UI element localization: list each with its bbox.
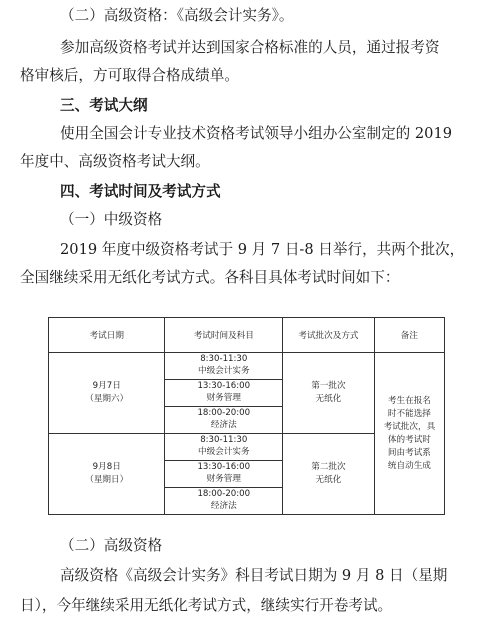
slot-time: 8:30-11:30	[200, 354, 248, 364]
remark-line: 考生在报名	[387, 395, 431, 406]
slot-cell	[165, 488, 283, 515]
subsection-heading-intermediate: （一）中级资格	[60, 211, 163, 228]
subsection-heading-advanced: （二）高级资格	[60, 537, 163, 554]
slot-subject: 财务管理	[206, 474, 241, 484]
header-exam-date: 考试日期	[49, 318, 165, 353]
weekday-text: （星期日）	[85, 475, 129, 485]
remark-line: 统自动生成	[387, 460, 431, 471]
slot-subject: 经济法	[210, 420, 237, 430]
slot-subject: 经济法	[210, 501, 237, 511]
remark-line: 考试批次，具	[383, 421, 436, 432]
section-heading-exam-time: 四、考试时间及考试方式	[60, 183, 221, 200]
paragraph-line: 年度中、高级资格考试大纲。	[20, 153, 210, 170]
slot-time: 18:00-20:00	[197, 489, 251, 499]
weekday-text: （星期六）	[85, 394, 129, 404]
batch-text: 第二批次	[311, 462, 346, 472]
slot-subject: 中级会计实务	[197, 447, 250, 457]
remark-line: 间由考试系	[387, 447, 431, 458]
header-remarks: 备注	[374, 318, 444, 353]
date-cell-day2	[49, 434, 165, 515]
slot-time: 13:30-16:00	[197, 462, 251, 472]
slot-cell	[165, 380, 283, 407]
remark-line: 时不能选择	[387, 408, 431, 419]
exam-schedule-table	[48, 317, 445, 515]
remark-line: 体的考试时	[387, 434, 431, 445]
batch-cell-day2	[283, 434, 375, 515]
slot-time: 8:30-11:30	[200, 435, 248, 445]
slot-cell	[165, 407, 283, 434]
paragraph-line: 2019 年度中级资格考试于 9 月 7 日-8 日举行，共两个批次，	[60, 241, 465, 258]
section-heading-advanced: （二）高级资格：《高级会计实务》。	[60, 7, 294, 24]
paragraph-line: 日），今年继续采用无纸化考试方式，继续实行开卷考试。	[20, 597, 393, 614]
mode-text: 无纸化	[315, 394, 342, 404]
paragraph-line: 高级资格《高级会计实务》科目考试日期为 9 月 8 日（星期	[60, 567, 448, 584]
slot-subject: 中级会计实务	[197, 366, 250, 376]
header-batch-mode: 考试批次及方式	[283, 318, 375, 353]
paragraph-line: 参加高级资格考试并达到国家合格标准的人员，通过报考资	[60, 39, 440, 56]
table-header-row	[49, 318, 445, 353]
mode-text: 无纸化	[315, 475, 342, 485]
date-text: 9月7日	[92, 381, 121, 391]
paragraph-line: 全国继续采用无纸化考试方式。各科目具体考试时间如下：	[20, 269, 400, 286]
batch-cell-day1	[283, 353, 375, 434]
slot-cell	[165, 353, 283, 380]
slot-time: 18:00-20:00	[197, 408, 251, 418]
slot-subject: 财务管理	[206, 393, 241, 403]
section-heading-syllabus: 三、考试大纲	[60, 97, 148, 114]
batch-text: 第一批次	[311, 381, 346, 391]
slot-cell	[165, 461, 283, 488]
remarks-cell	[374, 353, 444, 515]
slot-time: 13:30-16:00	[197, 381, 251, 391]
table-row	[49, 353, 445, 380]
date-text: 9月8日	[92, 462, 121, 472]
date-cell-day1	[49, 353, 165, 434]
paragraph-line: 使用全国会计专业技术资格考试领导小组办公室制定的 2019	[60, 125, 453, 142]
header-time-subject: 考试时间及科目	[165, 318, 283, 353]
paragraph-line: 格审核后，方可取得合格成绩单。	[20, 67, 239, 84]
slot-cell	[165, 434, 283, 461]
